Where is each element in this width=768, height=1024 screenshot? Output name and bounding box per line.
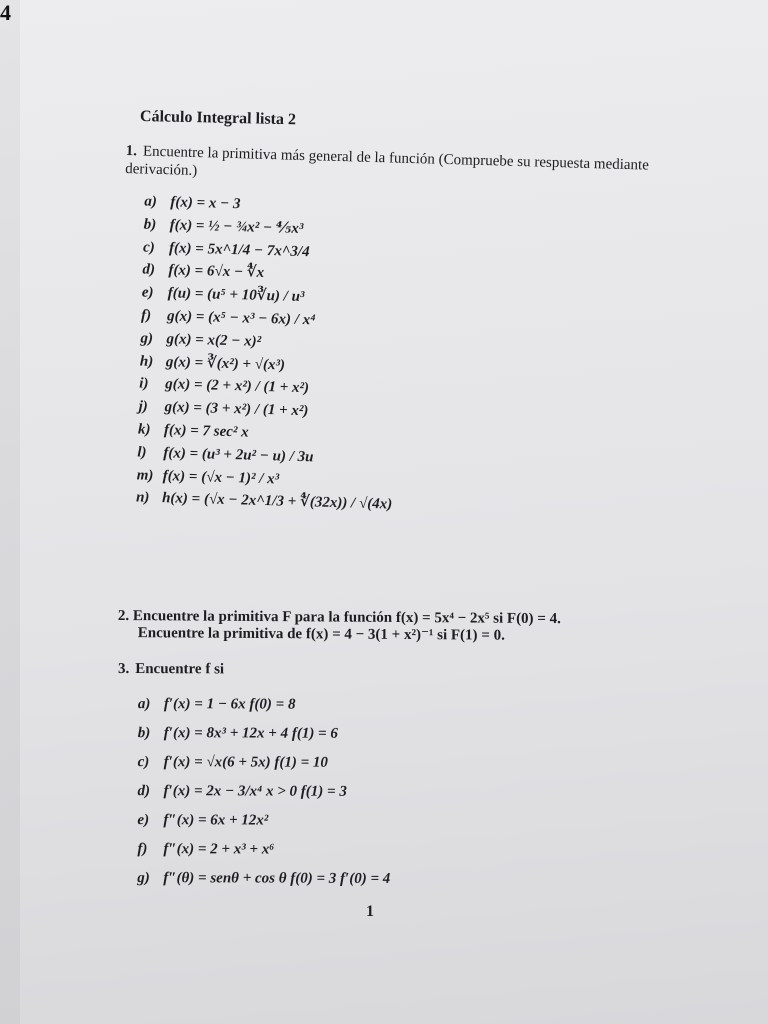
exercise-text: Encuentre f si	[135, 661, 225, 678]
exercise-2-line-2: Encuentre la primitiva de f(x) = 4 − 3(1 + x²)⁻¹ si F(1) = 0.	[137, 625, 505, 644]
corner-mark: 4	[0, 0, 11, 25]
item-expression: f″(x) = 2 + x³ + x⁶	[163, 841, 275, 858]
item-expression: g(x) = ∛(x²) + √(x³)	[165, 353, 286, 374]
item-expression: f(x) = (u³ + 2u² − u) / 3u	[163, 444, 314, 466]
exercise-1	[116, 142, 666, 524]
item-label: i)	[139, 375, 149, 393]
item-label: l)	[137, 444, 147, 461]
item-expression: f(x) = 5x^1/4 − 7x^3/4	[168, 239, 310, 260]
exercise-item	[137, 866, 677, 897]
item-expression: f(x) = 7 sec² x	[163, 422, 249, 441]
page-title: Cálculo Integral lista 2	[139, 108, 297, 129]
item-label: d)	[142, 261, 156, 279]
item-label: n)	[135, 489, 150, 507]
item-expression: f′(x) = 2x − 3/x⁴ x > 0 f(1) = 3	[163, 783, 347, 800]
page-number: 1	[366, 903, 374, 920]
exercise-item	[138, 750, 678, 781]
exercise-item	[138, 721, 678, 752]
item-expression: g(x) = (2 + x²) / (1 + x²)	[165, 376, 310, 397]
item-label: a)	[137, 696, 151, 713]
item-expression: f′(x) = 1 − 6x f(0) = 8	[163, 696, 296, 713]
exercise-text: Encuentre la primitiva más general de la función (Compruebe su respuesta mediante derivación.)	[125, 143, 650, 179]
item-expression: f(x) = 6√x − ∜x	[168, 262, 265, 282]
item-expression: f(x) = ½ − ¾x² − ⅘x³	[169, 217, 304, 237]
item-label: e)	[141, 284, 154, 302]
exercise-number: 3.	[117, 661, 130, 678]
item-label: c)	[142, 239, 155, 256]
exercise-1-items	[136, 191, 665, 525]
item-label: h)	[139, 353, 154, 370]
item-label: b)	[137, 725, 151, 742]
exercise-3-statement	[118, 660, 678, 680]
exercise-number: 2.	[117, 608, 130, 625]
item-label: b)	[143, 216, 157, 233]
item-expression: g(x) = (3 + x²) / (1 + x²)	[164, 399, 309, 420]
exercise-text: Encuentre la primitiva F para la función f(x) = 5x⁴ − 2x⁵ si F(0) = 4.	[132, 608, 561, 628]
item-label: f)	[137, 841, 148, 858]
item-label: c)	[137, 754, 150, 771]
exercise-3	[117, 660, 678, 897]
exercise-2	[118, 608, 678, 646]
exercise-item	[137, 837, 677, 868]
item-expression: f(u) = (u⁵ + 10∛u) / u³	[167, 285, 305, 306]
item-label: e)	[137, 812, 150, 829]
item-label: d)	[137, 783, 151, 800]
exercise-item	[137, 808, 677, 839]
item-expression: h(x) = (√x − 2x^1/3 + ∜(32x)) / √(4x)	[161, 490, 393, 513]
item-label: f)	[140, 307, 152, 324]
item-label: g)	[137, 870, 150, 887]
item-label: a)	[144, 193, 158, 210]
item-expression: f′(x) = √x(6 + 5x) f(1) = 10	[163, 754, 328, 771]
exercise-item	[138, 692, 678, 723]
exercise-number: 1.	[125, 142, 138, 160]
item-expression: f(x) = x − 3	[170, 194, 241, 213]
exercise-item	[137, 779, 677, 810]
item-expression: g(x) = (x⁵ − x³ − 6x) / x⁴	[166, 308, 316, 329]
item-expression: g(x) = x(2 − x)²	[166, 330, 262, 350]
item-label: k)	[137, 421, 151, 438]
item-expression: f″(x) = 6x + 12x²	[163, 812, 269, 829]
item-expression: f″(θ) = senθ + cos θ f(0) = 3 f′(0) = 4	[163, 870, 391, 887]
exercise-3-items	[137, 692, 678, 897]
item-label: g)	[140, 330, 154, 347]
item-label: m)	[136, 466, 154, 484]
item-label: j)	[138, 398, 149, 415]
item-expression: f′(x) = 8x³ + 12x + 4 f(1) = 6	[163, 725, 338, 742]
item-expression: f(x) = (√x − 1)² / x³	[162, 467, 280, 487]
